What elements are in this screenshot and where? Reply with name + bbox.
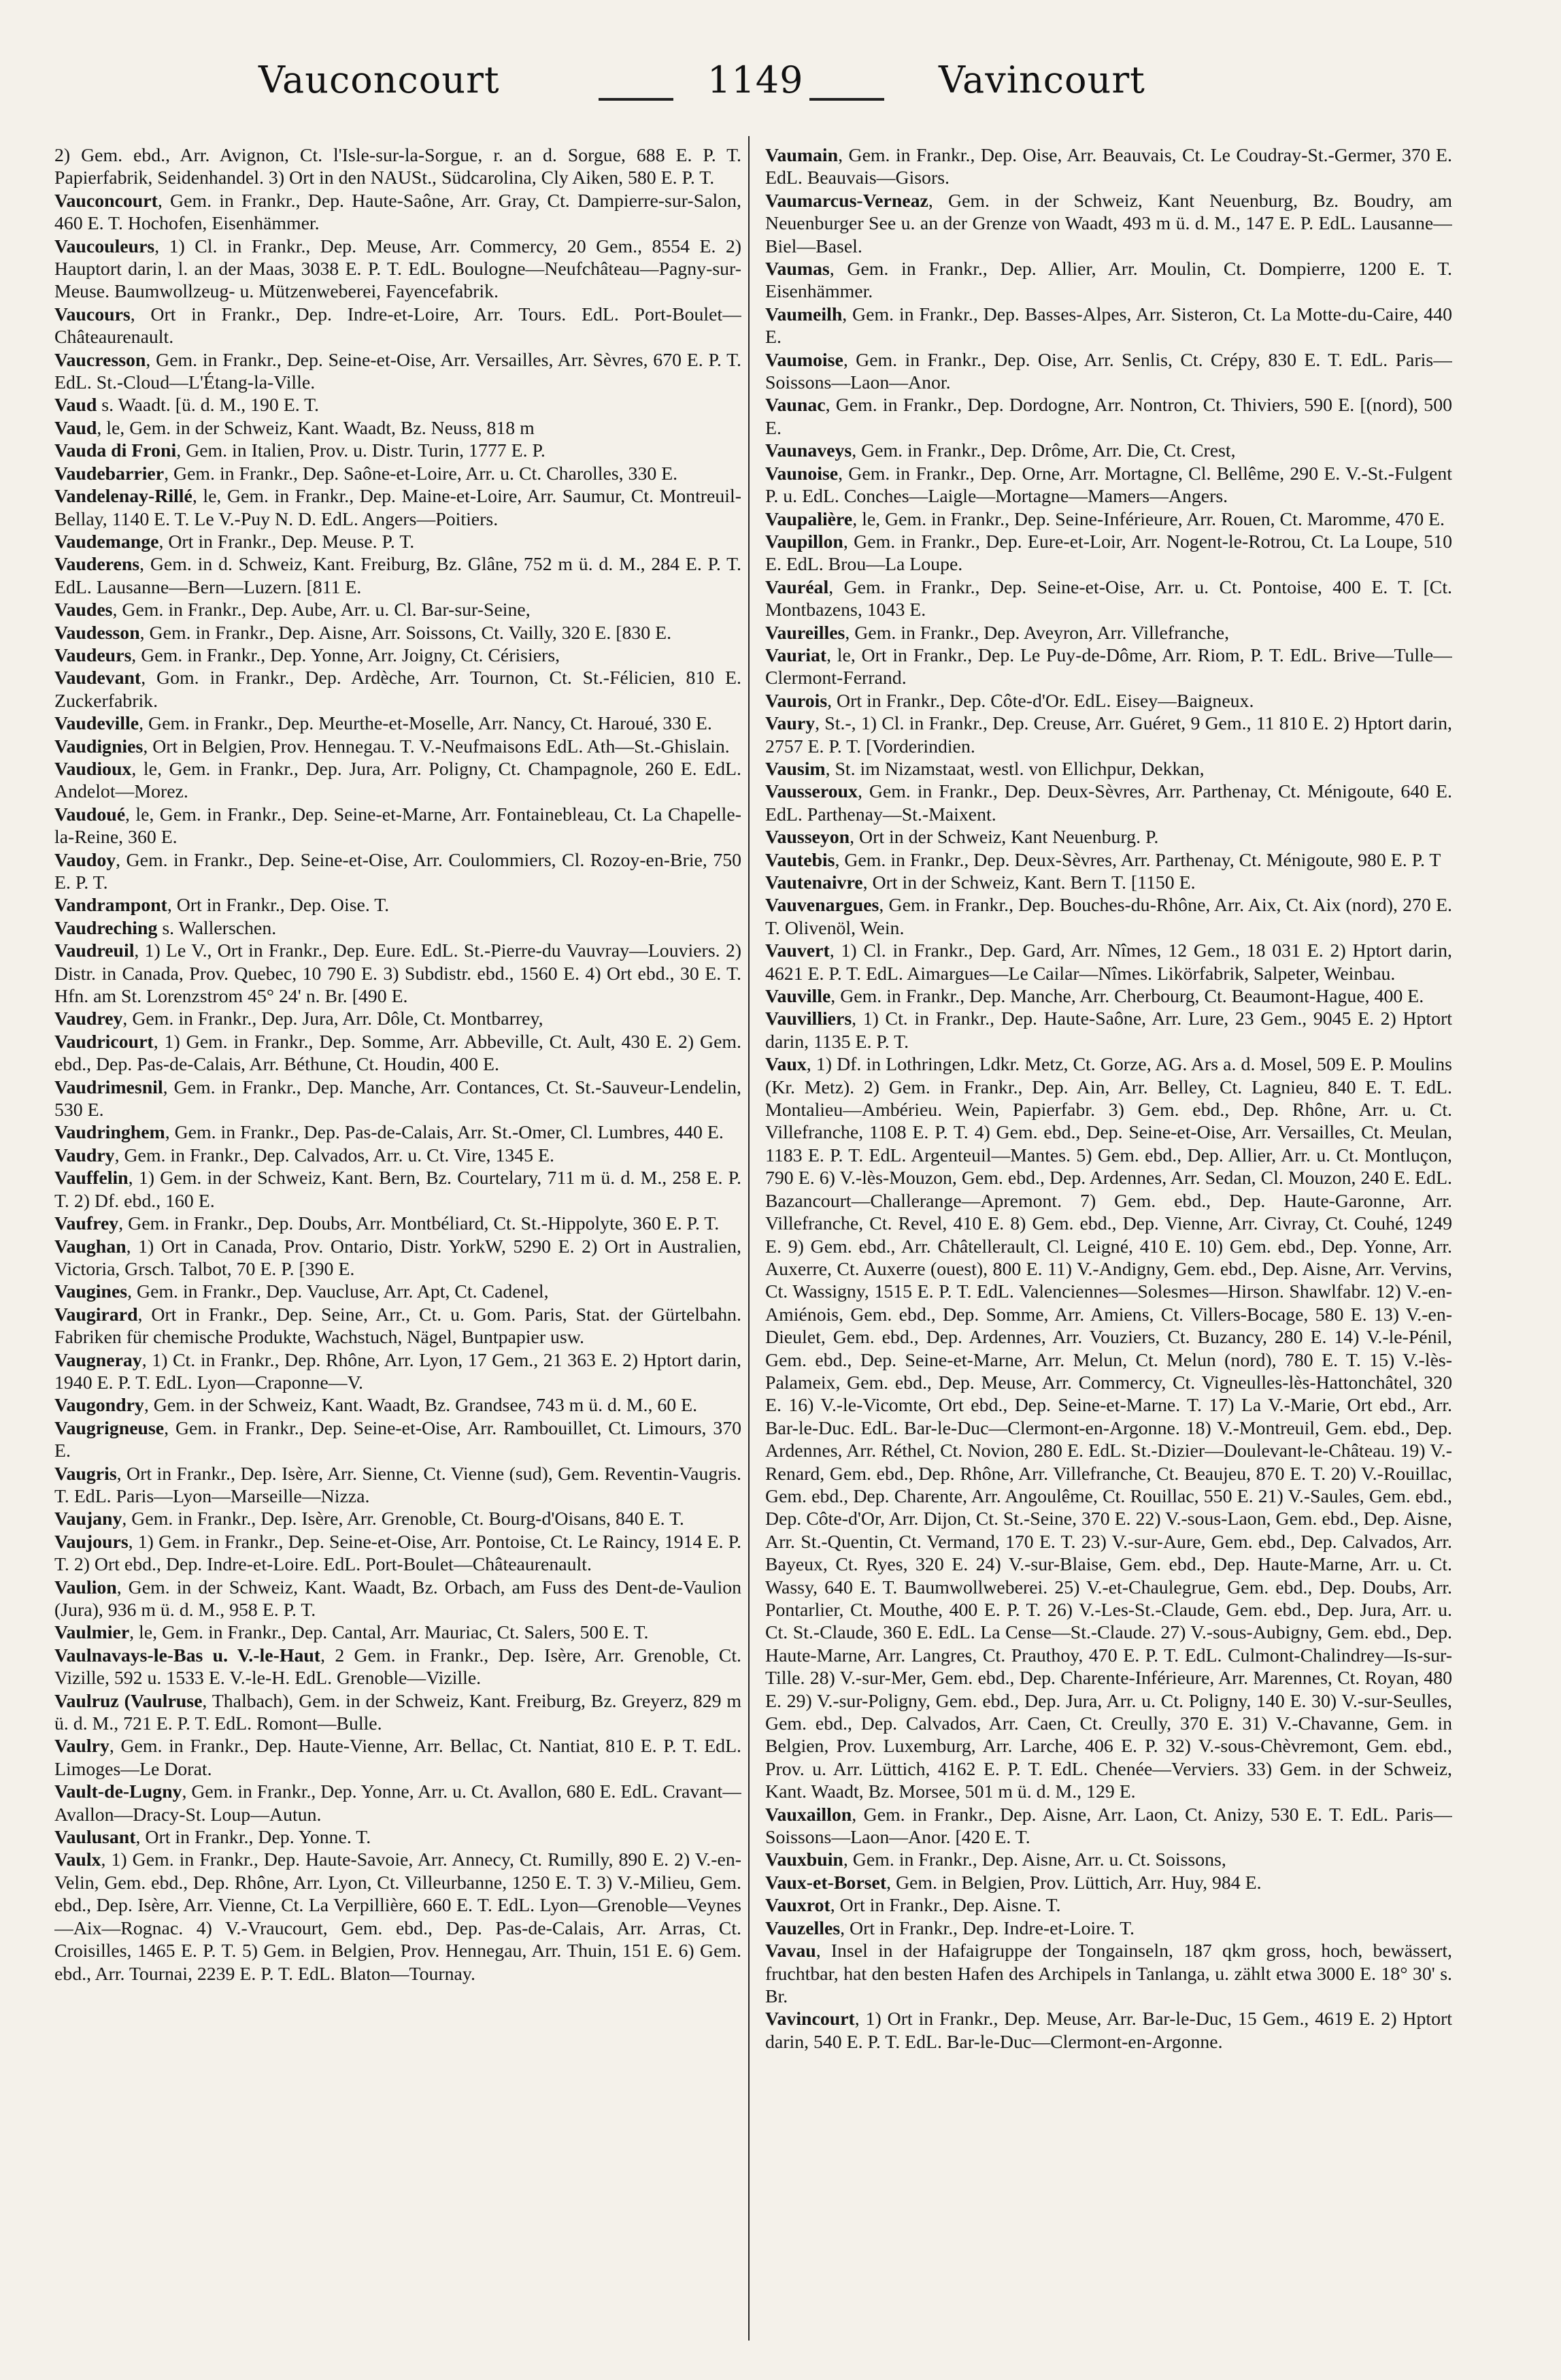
dictionary-entry: Vaunaveys, Gem. in Frankr., Dep. Drôme, Arr. Die, Ct. Crest, <box>765 440 1236 462</box>
dictionary-entry: Vaudevant, Gom. in Frankr., Dep. Ardèche, Arr. Tournon, Ct. St.-Félicien, 810 E. Zuckerfabrik. <box>54 667 741 712</box>
dictionary-entry: Vaucouleurs, 1) Cl. in Frankr., Dep. Meuse, Arr. Commercy, 20 Gem., 8554 E. 2) Hauptort darin, l. an der Maas, 3038 E. P. T. EdL. Boulogne—Neufchâteau—Pagny-sur-Meuse. Baumwollzeug- u. Mützenweberei, Fayencefabrik. <box>54 235 741 303</box>
entry-headword: Vaumoise <box>765 349 843 371</box>
dictionary-entry: Vandelenay-Rillé, le, Gem. in Frankr., Dep. Maine-et-Loire, Arr. Saumur, Ct. Montreuil-Bellay, 1140 E. T. Le V.-Puy N. D. EdL. Angers—Poitiers. <box>54 486 741 530</box>
dictionary-entry: Vaudeville, Gem. in Frankr., Dep. Meurthe-et-Moselle, Arr. Nancy, Ct. Haroué, 330 E. <box>54 713 712 735</box>
entry-headword: Vauconcourt <box>54 190 158 212</box>
dictionary-entry: Vaudrimesnil, Gem. in Frankr., Dep. Manche, Arr. Contances, Ct. St.-Sauveur-Lendelin, 530 E. <box>54 1076 741 1121</box>
dictionary-entry: Vaudoy, Gem. in Frankr., Dep. Seine-et-Oise, Arr. Coulommiers, Cl. Rozoy-en-Brie, 750 E. P. T. <box>54 849 741 893</box>
entry-headword: Vandelenay-Rillé <box>54 486 192 508</box>
dictionary-entry: Vauconcourt, Gem. in Frankr., Dep. Haute-Saône, Arr. Gray, Ct. Dampierre-sur-Salon, 460 E. T. Hochofen, Eisenhämmer. <box>54 190 741 235</box>
dictionary-entry: Vaudringhem, Gem. in Frankr., Dep. Pas-de-Calais, Arr. St.-Omer, Cl. Lumbres, 440 E. <box>54 1122 724 1144</box>
entry-headword: Vaunoise <box>765 463 839 484</box>
dictionary-entry: Vauxbuin, Gem. in Frankr., Dep. Aisne, Arr. u. Ct. Soissons, <box>765 1849 1226 1871</box>
entry-headword: Vauvenargues <box>765 895 879 916</box>
dictionary-entry: Vauxrot, Ort in Frankr., Dep. Aisne. T. <box>765 1895 1061 1917</box>
entry-headword: Vaudringhem <box>54 1122 165 1144</box>
header-right-word: Vavincourt <box>939 59 1145 101</box>
dictionary-entry: Vavau, Insel in der Hafaigruppe der Tongainseln, 187 qkm gross, hoch, bewässert, fruchtbar, hat den besten Hafen des Archipels in Tanlanga, u. zählt etwa 3000 E. 18° 30' s. Br. <box>765 1940 1452 2007</box>
entry-headword: Vaulnavays-le-Bas u. V.-le-Haut <box>54 1644 321 1666</box>
dictionary-entry: Vaujany, Gem. in Frankr., Dep. Isère, Arr. Grenoble, Ct. Bourg-d'Oisans, 840 E. T. <box>54 1508 684 1530</box>
dictionary-entry: Vauvilliers, 1) Ct. in Frankr., Dep. Haute-Saône, Arr. Lure, 23 Gem., 9045 E. 2) Hptort darin, 1135 E. P. T. <box>765 1008 1452 1053</box>
entry-headword: Vandrampont <box>54 895 167 916</box>
entry-headword: Vauriat <box>765 644 827 666</box>
entry-headword: Vaudioux <box>54 758 132 780</box>
entry-headword: Vaudesson <box>54 622 140 644</box>
dictionary-entry: Vaudreuil, 1) Le V., Ort in Frankr., Dep. Eure. EdL. St.-Pierre-du Vauvray—Louviers. 2) Distr. in Canada, Prov. Quebec, 10 790 E. 3) Subdistr. ebd., 1560 E. 4) Ort ebd., 30 E. T. Hfn. am St. Lorenzstrom 45° 24' n. Br. [490 E. <box>54 940 741 1008</box>
entry-headword: Vausim <box>765 758 826 780</box>
dictionary-entry: Vaumas, Gem. in Frankr., Dep. Allier, Arr. Moulin, Ct. Dompierre, 1200 E. T. Eisenhämmer. <box>765 259 1452 303</box>
dictionary-entry: Vaury, St.-, 1) Cl. in Frankr., Dep. Creuse, Arr. Guéret, 9 Gem., 11 810 E. 2) Hptort darin, 2757 E. P. T. [Vorderindien. <box>765 713 1452 757</box>
entry-headword: Vaudrey <box>54 1008 123 1030</box>
entry-headword: Vaudeville <box>54 713 139 735</box>
entry-headword: Vaudreuil <box>54 940 135 962</box>
dictionary-entry: Vaulruz (Vaulruse, Thalbach), Gem. in der Schweiz, Kant. Freiburg, Bz. Greyerz, 829 m ü. d. M., 721 E. P. T. EdL. Romont—Bulle. <box>54 1690 741 1735</box>
entry-headword: Vaupillon <box>765 531 843 552</box>
entry-headword: Vaudoy <box>54 849 116 871</box>
entry-headword: Vaudreching <box>54 917 158 939</box>
dictionary-entry: Vauriat, le, Ort in Frankr., Dep. Le Puy-de-Dôme, Arr. Riom, P. T. EdL. Brive—Tulle—Clermont-Ferrand. <box>765 644 1452 689</box>
entry-headword: Vauxaillon <box>765 1804 852 1825</box>
entry-headword: Vaugrigneuse <box>54 1417 165 1439</box>
header-dash-right <box>809 98 884 101</box>
dictionary-entry: Vausseroux, Gem. in Frankr., Dep. Deux-Sèvres, Arr. Parthenay, Ct. Ménigoute, 640 E. EdL. Parthenay—St.-Maixent. <box>765 781 1452 825</box>
dictionary-entry: Vaud, le, Gem. in der Schweiz, Kant. Waadt, Bz. Neuss, 818 m <box>54 417 535 439</box>
entry-headword: Vaucresson <box>54 349 146 371</box>
entry-headword: Vaujours <box>54 1531 129 1553</box>
entry-headword: Vaux <box>765 1054 807 1076</box>
dictionary-entry: Vaugines, Gem. in Frankr., Dep. Vaucluse, Arr. Apt, Ct. Cadenel, <box>54 1281 549 1303</box>
entry-headword: Vaugondry <box>54 1395 144 1417</box>
entry-headword: Vauxrot <box>765 1895 830 1917</box>
dictionary-entry: Vaucresson, Gem. in Frankr., Dep. Seine-et-Oise, Arr. Versailles, Arr. Sèvres, 670 E. P. T. EdL. St.-Cloud—L'Étang-la-Ville. <box>54 349 741 394</box>
entry-headword: Vavincourt <box>765 2009 855 2030</box>
dictionary-entry: Vautenaivre, Ort in der Schweiz, Kant. Bern T. [1150 E. <box>765 872 1196 893</box>
column-divider <box>748 136 750 2341</box>
entry-headword: Vaury <box>765 713 816 735</box>
entry-headword: Vauderens <box>54 554 140 576</box>
dictionary-entry: Vavincourt, 1) Ort in Frankr., Dep. Meuse, Arr. Bar-le-Duc, 15 Gem., 4619 E. 2) Hptort darin, 540 E. P. T. EdL. Bar-le-Duc—Clermont-en-Argonne. <box>765 2009 1452 2053</box>
entry-headword: Vaudrimesnil <box>54 1076 163 1098</box>
dictionary-entry: Vaujours, 1) Gem. in Frankr., Dep. Seine-et-Oise, Arr. Pontoise, Ct. Le Raincy, 1914 E. P. T. 2) Ort ebd., Dep. Indre-et-Loire. EdL. Port-Boulet—Châteaurenault. <box>54 1531 741 1576</box>
dictionary-entry: Vaudoué, le, Gem. in Frankr., Dep. Seine-et-Marne, Arr. Fontainebleau, Ct. La Chapelle-la-Reine, 360 E. <box>54 804 741 848</box>
dictionary-entry: Vaux, 1) Df. in Lothringen, Ldkr. Metz, Ct. Gorze, AG. Ars a. d. Mosel, 509 E. P. Moulins (Kr. Metz). 2) Gem. in Frankr., Dep. Ain, Arr. Belley, Ct. Lagnieu, 840 E. T. EdL. Montalieu—Ambérieu. Wein, Papierfabr. 3) Gem. ebd., Dep. Rhône, Arr. u. Ct. Villefranche, 1108 E. P. T. 4) Gem. ebd., Dep. Seine-et-Oise, Arr. Versailles, Ct. Meulan, 1183 E. P. T. EdL. Argenteuil—Mantes. 5) Gem. ebd., Dep. Allier, Arr. u. Ct. Montluçon, 790 E. 6) V.-lès-Mouzon, Gem. ebd., Dep. Ardennes, Arr. Sedan, Cl. Mouzon, 240 E. EdL. Bazancourt—Challerange—Apremont. 7) Gem. ebd., Dep. Haute-Garonne, Arr. Villefranche, Ct. Revel, 410 E. 8) Gem. ebd., Dep. Vienne, Arr. Civray, Ct. Couhé, 1249 E. 9) Gem. ebd., Arr. Châtellerault, Cl. Leigné, 410 E. 10) Gem. ebd., Dep. Yonne, Arr. Auxerre, Ct. Auxerre (ouest), 800 E. 11) V.-Andigny, Gem. ebd., Dep. Aisne, Arr. Vervins, Ct. Wassigny, 1515 E. P. T. EdL. Valenciennes—Solesmes—Hirson. Shawlfabr. 12) V.-en-Amiénois, Gem. ebd., Dep. Somme, Arr. Amiens, Ct. Villers-Bocage, 580 E. 13) V.-en-Dieulet, Gem. ebd., Dep. Ardennes, Arr. Vouziers, Ct. Buzancy, 280 E. 14) V.-le-Pénil, Gem. ebd., Dep. Seine-et-Marne, Arr. Melun, Ct. Melun (nord), 780 E. T. 15) V.-lès-Palameix, Gem. ebd., Dep. Meuse, Arr. Commercy, Ct. Vigneulles-lès-Hattonchâtel, 320 E. 16) V.-le-Vicomte, Ort ebd., Dep. Seine-et-Marne. T. 17) La V.-Marie, Ort ebd., Arr. Bar-le-Duc. EdL. Bar-le-Duc—Clermont-en-Argonne. 18) V.-Montreuil, Gem. ebd., Dep. Ardennes, Arr. Réthel, Ct. Novion, 280 E. EdL. St.-Dizier—Doulevant-le-Château. 19) V.-Renard, Gem. ebd., Dep. Rhône, Arr. Villefranche, Ct. Beaujeu, 870 E. T. 20) V.-Rouillac, Gem. ebd., Dep. Charente, Arr. Angoulême, Ct. Rouillac, 550 E. 21) V.-Saules, Gem. ebd., Dep. Côte-d'Or, Arr. Dijon, Ct. St.-Seine, 370 E. 22) V.-sous-Laon, Gem. ebd., Dep. Aisne, Arr. St.-Quentin, Ct. Vermand, 170 E. T. 23) V.-sur-Aure, Gem. ebd., Dep. Calvados, Arr. Bayeux, Ct. Ryes, 320 E. 24) V.-sur-Blaise, Gem. ebd., Dep. Haute-Marne, Arr. u. Ct. Wassy, 640 E. T. Baumwollweberei. 25) V.-et-Chaulegrue, Gem. ebd., Dep. Doubs, Arr. Pontarlier, Ct. Mouthe, 400 E. P. T. 26) V.-Les-St.-Claude, Gem. ebd., Dep. Jura, Arr. u. Ct. St.-Claude, 360 E. EdL. La Cense—St.-Claude. 27) V.-sous-Aubigny, Gem. ebd., Dep. Haute-Marne, Arr. Langres, Ct. Prauthoy, 470 E. P. T. EdL. Culmont-Chalindrey—Is-sur-Tille. 28) V.-sur-Mer, Gem. ebd., Dep. Charente-Inférieure, Arr. Marennes, Ct. Royan, 480 E. 29) V.-sur-Poligny, Gem. ebd., Dep. Jura, Arr. u. Ct. Poligny, 140 E. 30) V.-sur-Seulles, Gem. ebd., Dep. Calvados, Arr. Caen, Ct. Creully, 370 E. 31) V.-Chavanne, Gem. in Belgien, Prov. Luxemburg, Arr. Larche, 406 E. P. 32) V.-sous-Chèvremont, Gem. ebd., Prov. u. Arr. Lüttich, 4162 E. P. T. EdL. Chenée—Verviers. 33) Gem. in der Schweiz, Kant. Waadt, Bz. Morsee, 501 m ü. d. M., 129 E. <box>765 1054 1452 1803</box>
entry-headword: Vaudeurs <box>54 644 132 666</box>
entry-headword: Vaulx <box>54 1849 101 1871</box>
entry-headword: Vaudes <box>54 599 113 621</box>
entry-headword: Vaurois <box>765 690 828 712</box>
dictionary-entry: Vaumain, Gem. in Frankr., Dep. Oise, Arr. Beauvais, Ct. Le Coudray-St.-Germer, 370 E. EdL. Beauvais—Gisors. <box>765 145 1452 189</box>
entry-headword: Vaucouleurs <box>54 235 155 257</box>
dictionary-entry: Vaumeilh, Gem. in Frankr., Dep. Basses-Alpes, Arr. Sisteron, Ct. La Motte-du-Caire, 440 E. <box>765 303 1452 348</box>
dictionary-entry: Vaudricourt, 1) Gem. in Frankr., Dep. Somme, Arr. Abbeville, Ct. Ault, 430 E. 2) Gem. ebd., Dep. Pas-de-Calais, Arr. Béthune, Ct. Houdin, 400 E. <box>54 1031 741 1076</box>
dictionary-entry: Vaudes, Gem. in Frankr., Dep. Aube, Arr. u. Cl. Bar-sur-Seine, <box>54 599 531 621</box>
entry-headword: Vauzelles <box>765 1917 841 1939</box>
dictionary-entry: Vaufrey, Gem. in Frankr., Dep. Doubs, Arr. Montbéliard, Ct. St.-Hippolyte, 360 E. P. T. <box>54 1213 720 1235</box>
dictionary-entry: Vaughan, 1) Ort in Canada, Prov. Ontario, Distr. YorkW, 5290 E. 2) Ort in Australien, Victoria, Grsch. Talbot, 70 E. P. [390 E. <box>54 1236 741 1280</box>
dictionary-entry: Vaudioux, le, Gem. in Frankr., Dep. Jura, Arr. Poligny, Ct. Champagnole, 260 E. EdL. Andelot—Morez. <box>54 758 741 803</box>
dictionary-entry: Vauville, Gem. in Frankr., Dep. Manche, Arr. Cherbourg, Ct. Beaumont-Hague, 400 E. <box>765 986 1424 1008</box>
entry-headword: Vauréal <box>765 576 829 598</box>
entry-headword: Vault-de-Lugny <box>54 1781 182 1803</box>
entry-headword: Vaunac <box>765 395 826 416</box>
dictionary-entry: Vaugrigneuse, Gem. in Frankr., Dep. Seine-et-Oise, Arr. Rambouillet, Ct. Limours, 370 E. <box>54 1417 741 1462</box>
entry-headword: Vaugirard <box>54 1304 138 1325</box>
entry-headword: Vaureilles <box>765 622 845 644</box>
entry-headword: Vaud <box>54 417 97 439</box>
entry-headword: Vauvilliers <box>765 1008 852 1030</box>
dictionary-entry: Vaudeurs, Gem. in Frankr., Dep. Yonne, Arr. Joigny, Ct. Cérisiers, <box>54 644 560 666</box>
dictionary-entry: Vaulion, Gem. in der Schweiz, Kant. Waadt, Bz. Orbach, am Fuss des Dent-de-Vaulion (Jura), 936 m ü. d. M., 958 E. P. T. <box>54 1576 741 1621</box>
dictionary-entry: Vaugondry, Gem. in der Schweiz, Kant. Waadt, Bz. Grandsee, 743 m ü. d. M., 60 E. <box>54 1395 698 1417</box>
dictionary-entry: Vaumoise, Gem. in Frankr., Dep. Oise, Arr. Senlis, Ct. Crépy, 830 E. T. EdL. Paris—Soissons—Laon—Anor. <box>765 349 1452 394</box>
dictionary-entry: Vaureilles, Gem. in Frankr., Dep. Aveyron, Arr. Villefranche, <box>765 622 1230 644</box>
entry-headword: Vauxbuin <box>765 1849 843 1871</box>
dictionary-entry: Vaudry, Gem. in Frankr., Dep. Calvados, Arr. u. Ct. Vire, 1345 E. <box>54 1144 554 1166</box>
right-column <box>765 144 1452 2342</box>
entry-headword: Vaudry <box>54 1144 115 1166</box>
entry-headword: Vaudignies <box>54 736 144 757</box>
entry-headword: Vaughan <box>54 1236 127 1257</box>
dictionary-entry: Vaulmier, le, Gem. in Frankr., Dep. Cantal, Arr. Mauriac, Ct. Salers, 500 E. T. <box>54 1622 649 1644</box>
dictionary-entry: Vaupillon, Gem. in Frankr., Dep. Eure-et-Loir, Arr. Nogent-le-Rotrou, Ct. La Loupe, 510 E. EdL. Brou—La Loupe. <box>765 531 1452 576</box>
entry-headword: Vaumas <box>765 259 830 280</box>
dictionary-entry: Vauzelles, Ort in Frankr., Dep. Indre-et-Loire. T. <box>765 1917 1135 1939</box>
header-dash-left <box>599 98 673 101</box>
dictionary-entry: Vauderens, Gem. in d. Schweiz, Kant. Freiburg, Bz. Glâne, 752 m ü. d. M., 284 E. P. T. EdL. Lausanne—Bern—Luzern. [811 E. <box>54 554 741 598</box>
header-left-word: Vauconcourt <box>258 59 500 101</box>
dictionary-entry: Vaurois, Ort in Frankr., Dep. Côte-d'Or. EdL. Eisey—Baigneux. <box>765 690 1254 712</box>
dictionary-entry: Vaudreching s. Wallerschen. <box>54 917 277 939</box>
entry-headword: Vauda di Froni <box>54 440 177 462</box>
entry-headword: Vauvert <box>765 940 830 962</box>
entry-headword: Vaud <box>54 395 97 416</box>
dictionary-entry: Vaugris, Ort in Frankr., Dep. Isère, Arr. Sienne, Ct. Vienne (sud), Gem. Reventin-Vaugris. T. EdL. Paris—Lyon—Marseille—Nizza. <box>54 1463 741 1507</box>
page-number: 1149 <box>707 59 804 101</box>
dictionary-entry: Vandrampont, Ort in Frankr., Dep. Oise. T. <box>54 895 390 916</box>
entry-headword: Vavau <box>765 1940 816 1962</box>
dictionary-entry: Vaud s. Waadt. [ü. d. M., 190 E. T. <box>54 395 320 416</box>
dictionary-entry: Vault-de-Lugny, Gem. in Frankr., Dep. Yonne, Arr. u. Ct. Avallon, 680 E. EdL. Cravant—Avallon—Dracy-St. Loup—Autun. <box>54 1781 741 1825</box>
entry-headword: Vaulruz (Vaulruse <box>54 1690 203 1712</box>
entry-headword: Vaudemange <box>54 531 159 552</box>
dictionary-entry: Vausseyon, Ort in der Schweiz, Kant Neuenburg. P. <box>765 827 1159 848</box>
dictionary-entry: Vaumarcus-Verneaz, Gem. in der Schweiz, Kant Neuenburg, Bz. Boudry, am Neuenburger See u. an der Grenze von Waadt, 493 m ü. d. M., 147 E. P. EdL. Lausanne—Biel—Basel. <box>765 190 1452 257</box>
entry-headword: Vaudricourt <box>54 1031 154 1053</box>
entry-headword: Vaugris <box>54 1463 117 1485</box>
dictionary-entry: Vaudrey, Gem. in Frankr., Dep. Jura, Arr. Dôle, Ct. Montbarrey, <box>54 1008 543 1030</box>
dictionary-entry: Vaudesson, Gem. in Frankr., Dep. Aisne, Arr. Soissons, Ct. Vailly, 320 E. [830 E. <box>54 622 672 644</box>
dictionary-entry: Vaux-et-Borset, Gem. in Belgien, Prov. Lüttich, Arr. Huy, 984 E. <box>765 1872 1262 1894</box>
entry-headword: Vautebis <box>765 849 835 871</box>
entry-headword: Vaumeilh <box>765 303 843 325</box>
dictionary-entry: Vaudemange, Ort in Frankr., Dep. Meuse. P. T. <box>54 531 415 552</box>
entry-headword: Vausseroux <box>765 781 858 803</box>
dictionary-entry: Vaunac, Gem. in Frankr., Dep. Dordogne, Arr. Nontron, Ct. Thiviers, 590 E. [(nord), 500 E. <box>765 395 1452 439</box>
entry-headword: Vaugneray <box>54 1349 142 1371</box>
entry-headword: Vaucours <box>54 303 131 325</box>
entry-headword: Vaufrey <box>54 1213 119 1235</box>
entry-headword: Vaunaveys <box>765 440 852 462</box>
entry-headword: Vaujany <box>54 1508 122 1530</box>
entry-headword: Vaux-et-Borset <box>765 1872 887 1894</box>
dictionary-entry: Vauffelin, 1) Gem. in der Schweiz, Kant. Bern, Bz. Courtelary, 711 m ü. d. M., 258 E. P. T. 2) Df. ebd., 160 E. <box>54 1168 741 1212</box>
entry-headword: Vaulry <box>54 1736 110 1757</box>
entry-headword: Vauffelin <box>54 1168 129 1189</box>
entry-headword: Vauville <box>765 986 831 1008</box>
entry-headword: Vausseyon <box>765 827 850 848</box>
entry-headword: Vaumarcus-Verneaz <box>765 190 928 212</box>
entry-headword: Vaulmier <box>54 1622 130 1644</box>
dictionary-entry: Vaucours, Ort in Frankr., Dep. Indre-et-Loire, Arr. Tours. EdL. Port-Boulet—Châteaurenault. <box>54 303 741 348</box>
dictionary-entry: Vaupalière, le, Gem. in Frankr., Dep. Seine-Inférieure, Arr. Rouen, Ct. Maromme, 470 E. <box>765 508 1445 530</box>
dictionary-entry: Vaulry, Gem. in Frankr., Dep. Haute-Vienne, Arr. Bellac, Ct. Nantiat, 810 E. P. T. EdL. Limoges—Le Dorat. <box>54 1736 741 1780</box>
dictionary-entry: Vaugirard, Ort in Frankr., Dep. Seine, Arr., Ct. u. Gom. Paris, Stat. der Gürtelbahn. Fabriken für chemische Produkte, Wachstuch, Nägel, Buntpapier usw. <box>54 1304 741 1349</box>
dictionary-entry: Vauda di Froni, Gem. in Italien, Prov. u. Distr. Turin, 1777 E. P. <box>54 440 545 462</box>
running-header <box>258 59 1224 120</box>
dictionary-entry: Vautebis, Gem. in Frankr., Dep. Deux-Sèvres, Arr. Parthenay, Ct. Ménigoute, 980 E. P. T <box>765 849 1441 871</box>
dictionary-entry: Vaudebarrier, Gem. in Frankr., Dep. Saône-et-Loire, Arr. u. Ct. Charolles, 330 E. <box>54 463 678 484</box>
dictionary-entry: Vaugneray, 1) Ct. in Frankr., Dep. Rhône, Arr. Lyon, 17 Gem., 21 363 E. 2) Hptort darin, 1940 E. P. T. EdL. Lyon—Craponne—V. <box>54 1349 741 1393</box>
entry-headword: Vaulusant <box>54 1827 136 1849</box>
entry-headword: Vaudevant <box>54 667 141 689</box>
dictionary-entry: Vauréal, Gem. in Frankr., Dep. Seine-et-Oise, Arr. u. Ct. Pontoise, 400 E. T. [Ct. Montbazens, 1043 E. <box>765 576 1452 621</box>
dictionary-entry: Vaulnavays-le-Bas u. V.-le-Haut, 2 Gem. in Frankr., Dep. Isère, Arr. Grenoble, Ct. Vizille, 592 u. 1533 E. V.-le-H. EdL. Grenoble—Vizille. <box>54 1644 741 1689</box>
dictionary-entry: Vauvenargues, Gem. in Frankr., Dep. Bouches-du-Rhône, Arr. Aix, Ct. Aix (nord), 270 E. T. Olivenöl, Wein. <box>765 895 1452 939</box>
dictionary-entry: Vauxaillon, Gem. in Frankr., Dep. Aisne, Arr. Laon, Ct. Anizy, 530 E. T. EdL. Paris—Soissons—Laon—Anor. [420 E. T. <box>765 1804 1452 1849</box>
dictionary-entry: Vauvert, 1) Cl. in Frankr., Dep. Gard, Arr. Nîmes, 12 Gem., 18 031 E. 2) Hptort darin, 4621 E. P. T. EdL. Aimargues—Le Cailar—Nîmes. Likörfabrik, Salpeter, Weinbau. <box>765 940 1452 985</box>
entry-headword: Vautenaivre <box>765 872 863 893</box>
dictionary-entry: Vaulx, 1) Gem. in Frankr., Dep. Haute-Savoie, Arr. Annecy, Ct. Rumilly, 890 E. 2) V.-en-Velin, Gem. ebd., Dep. Rhône, Arr. Lyon, Ct. Villeurbanne, 1250 E. T. 3) V.-Milieu, Gem. ebd., Dep. Isère, Arr. Vienne, Ct. La Verpillière, 660 E. T. EdL. Lyon—Grenoble—Veynes—Aix—Rognac. 4) V.-Vraucourt, Gem. ebd., Dep. Pas-de-Calais, Arr. Arras, Ct. Croisilles, 1465 E. P. T. 5) Gem. in Belgien, Prov. Hennegau, Arr. Thuin, 151 E. 6) Gem. ebd., Arr. Tournai, 2239 E. P. T. EdL. Blaton—Tournay. <box>54 1849 741 1985</box>
dictionary-entry: Vaunoise, Gem. in Frankr., Dep. Orne, Arr. Mortagne, Cl. Bellême, 290 E. V.-St.-Fulgent P. u. EdL. Conches—Laigle—Mortagne—Mamers—Angers. <box>765 463 1452 508</box>
dictionary-entry: 2) Gem. ebd., Arr. Avignon, Ct. l'Isle-sur-la-Sorgue, r. an d. Sorgue, 688 E. P. T. Papierfabrik, Seidenhandel. 3) Ort in den NAUSt., Südcarolina, Cly Aiken, 580 E. P. T. <box>54 145 741 189</box>
entry-headword: Vaumain <box>765 145 839 166</box>
entry-headword: Vaudoué <box>54 804 126 825</box>
dictionary-entry: Vaudignies, Ort in Belgien, Prov. Hennegau. T. V.-Neufmaisons EdL. Ath—St.-Ghislain. <box>54 736 730 757</box>
entry-headword: Vaulion <box>54 1576 117 1598</box>
left-column <box>54 144 741 2342</box>
dictionary-entry: Vausim, St. im Nizamstaat, westl. von Ellichpur, Dekkan, <box>765 758 1205 780</box>
dictionary-entry: Vaulusant, Ort in Frankr., Dep. Yonne. T. <box>54 1827 371 1849</box>
entry-headword: Vaupalière <box>765 508 853 530</box>
entry-headword: Vaudebarrier <box>54 463 165 484</box>
entry-headword: Vaugines <box>54 1281 128 1303</box>
